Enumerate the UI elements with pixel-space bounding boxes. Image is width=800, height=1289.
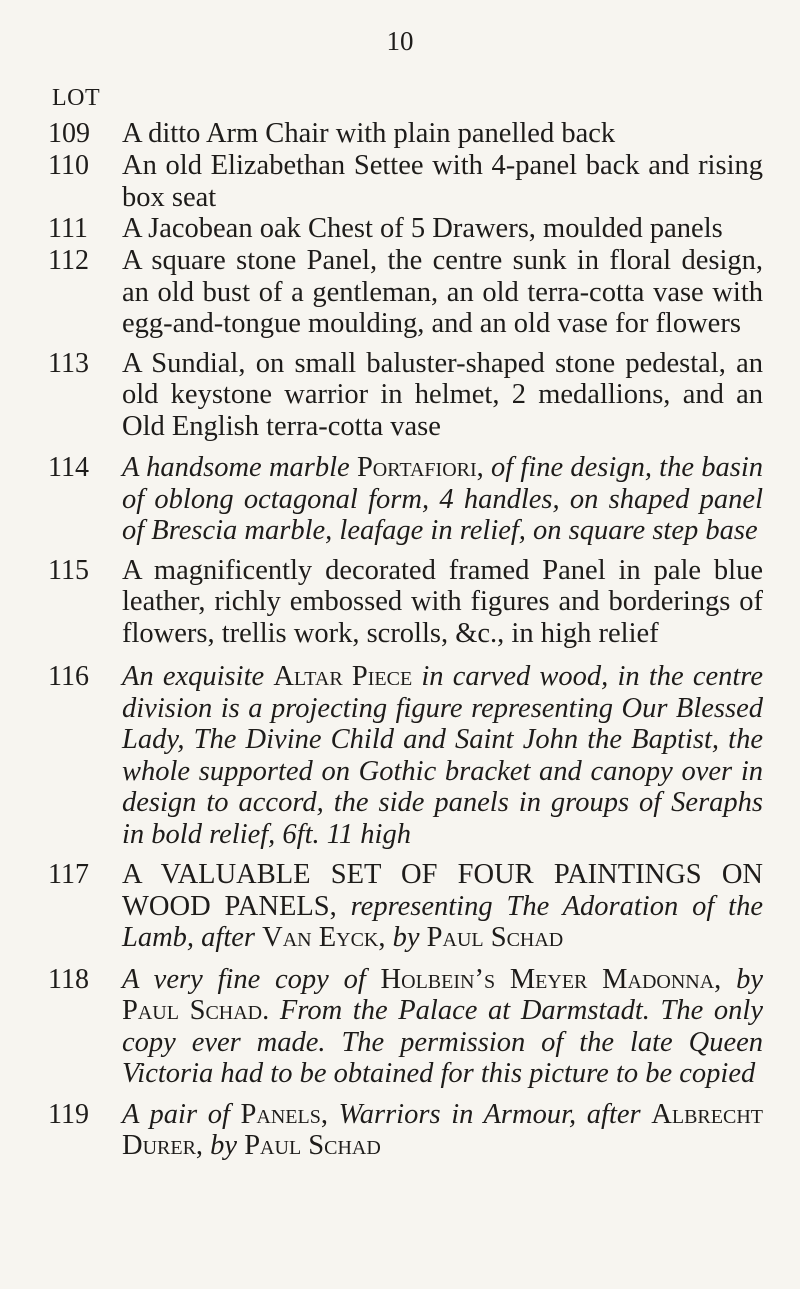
lot-entry bbox=[48, 348, 763, 443]
lot-entry bbox=[48, 150, 763, 213]
lot-description-text: by bbox=[385, 922, 427, 953]
lot-entry bbox=[48, 555, 763, 650]
lot-description bbox=[122, 964, 763, 1090]
lot-description-text: Altar Piece bbox=[273, 661, 413, 692]
lot-number: 111 bbox=[48, 213, 88, 244]
lot-description-text: Warriors in Armour, after bbox=[327, 1098, 652, 1130]
page-number: 10 bbox=[386, 26, 414, 56]
lot-description-text: A handsome marble bbox=[122, 452, 357, 483]
lot-description bbox=[122, 150, 763, 213]
lot-description-text: in carved wood, in the centre division is a projecting figure representing Our Blessed Lady, The Divine Child and Saint John the Baptist, the whole supported on Gothic bracket and canopy over in design to accord, the side panels in groups of Seraphs in bold relief, 6ft. 11 high bbox=[122, 661, 763, 850]
lot-description bbox=[122, 213, 763, 245]
lot-description bbox=[122, 859, 763, 954]
lot-description-text: Paul Schad bbox=[426, 922, 564, 953]
lot-description-text: Albrecht Durer, bbox=[122, 1098, 763, 1161]
lot-entry bbox=[48, 213, 763, 245]
lot-entry bbox=[48, 245, 763, 340]
lot-entry bbox=[48, 1099, 763, 1162]
lot-description-text: A VALUABLE SET OF FOUR PAINTINGS ON WOOD PANELS, bbox=[122, 859, 763, 922]
lot-description bbox=[122, 555, 763, 650]
lot-description-text: A very fine copy of bbox=[122, 963, 381, 995]
lot-description-text: A Sundial, on small baluster-shaped stone pedestal, an old keystone warrior in helmet, 2 medallions, and an Old English terra-cotta vase bbox=[122, 347, 763, 442]
lot-number: 115 bbox=[48, 554, 89, 586]
lot-number: 110 bbox=[48, 150, 89, 181]
lot-description bbox=[122, 1099, 763, 1162]
lot-entry bbox=[48, 661, 763, 850]
lot-description-text: Van Eyck, bbox=[262, 922, 386, 953]
lot-description-text: representing The Adoration of the Lamb, after bbox=[122, 890, 763, 953]
lot-description bbox=[122, 661, 763, 850]
lot-number: 117 bbox=[48, 859, 89, 890]
lot-description-text: Paul Schad. bbox=[122, 995, 270, 1026]
lot-description-text: Paul Schad bbox=[244, 1130, 381, 1161]
lot-description bbox=[122, 452, 763, 547]
lot-number: 118 bbox=[48, 963, 89, 995]
lot-description bbox=[122, 118, 763, 150]
lot-number: 113 bbox=[48, 347, 89, 379]
lot-description-text: An exquisite bbox=[122, 661, 274, 692]
lot-description-text: Portafiori, bbox=[356, 452, 484, 483]
lot-description bbox=[122, 348, 763, 443]
lot-entry bbox=[48, 859, 763, 954]
lot-entry bbox=[48, 452, 763, 547]
lot-description-text: by bbox=[721, 963, 763, 995]
lot-description-text: by bbox=[203, 1130, 245, 1161]
lot-entry bbox=[48, 964, 763, 1090]
lot-column-header: LOT bbox=[52, 85, 101, 111]
lot-description-text: Holbein’s Meyer Madonna, bbox=[380, 963, 722, 995]
lot-list bbox=[48, 118, 763, 1162]
lot-description-text: A square stone Panel, the centre sunk in floral design, an old bust of a gentleman, an old terra-cotta vase with egg-and-tongue moulding, and an old vase for flowers bbox=[122, 245, 763, 339]
lot-number: 112 bbox=[48, 245, 89, 276]
lot-description-text: An old Elizabethan Settee with 4-panel back and rising box seat bbox=[122, 150, 763, 213]
lot-number: 109 bbox=[48, 118, 90, 149]
lot-description-text: A pair of bbox=[122, 1098, 241, 1130]
lot-entry bbox=[48, 118, 763, 150]
lot-description-text: From the Palace at Darmstadt. The only copy ever made. The permission of the late Queen Victoria had to be obtained for this picture to be copied bbox=[122, 995, 763, 1089]
lot-number: 114 bbox=[48, 452, 89, 483]
lot-description-text: A ditto Arm Chair with plain panelled back bbox=[122, 118, 616, 149]
lot-number: 119 bbox=[48, 1098, 89, 1130]
lot-description-text: A magnificently decorated framed Panel in pale blue leather, richly embossed with figures and borderings of flowers, trellis work, scrolls, &c., in high relief bbox=[122, 554, 763, 649]
lot-number: 116 bbox=[48, 661, 89, 692]
lot-description-text: A Jacobean oak Chest of 5 Drawers, moulded panels bbox=[122, 213, 723, 244]
lot-description-text: of fine design, the basin of oblong octagonal form, 4 handles, on shaped panel of Brescia marble, leafage in relief, on square step base bbox=[122, 452, 763, 546]
lot-description bbox=[122, 245, 763, 340]
lot-description-text: Panels, bbox=[240, 1098, 328, 1130]
